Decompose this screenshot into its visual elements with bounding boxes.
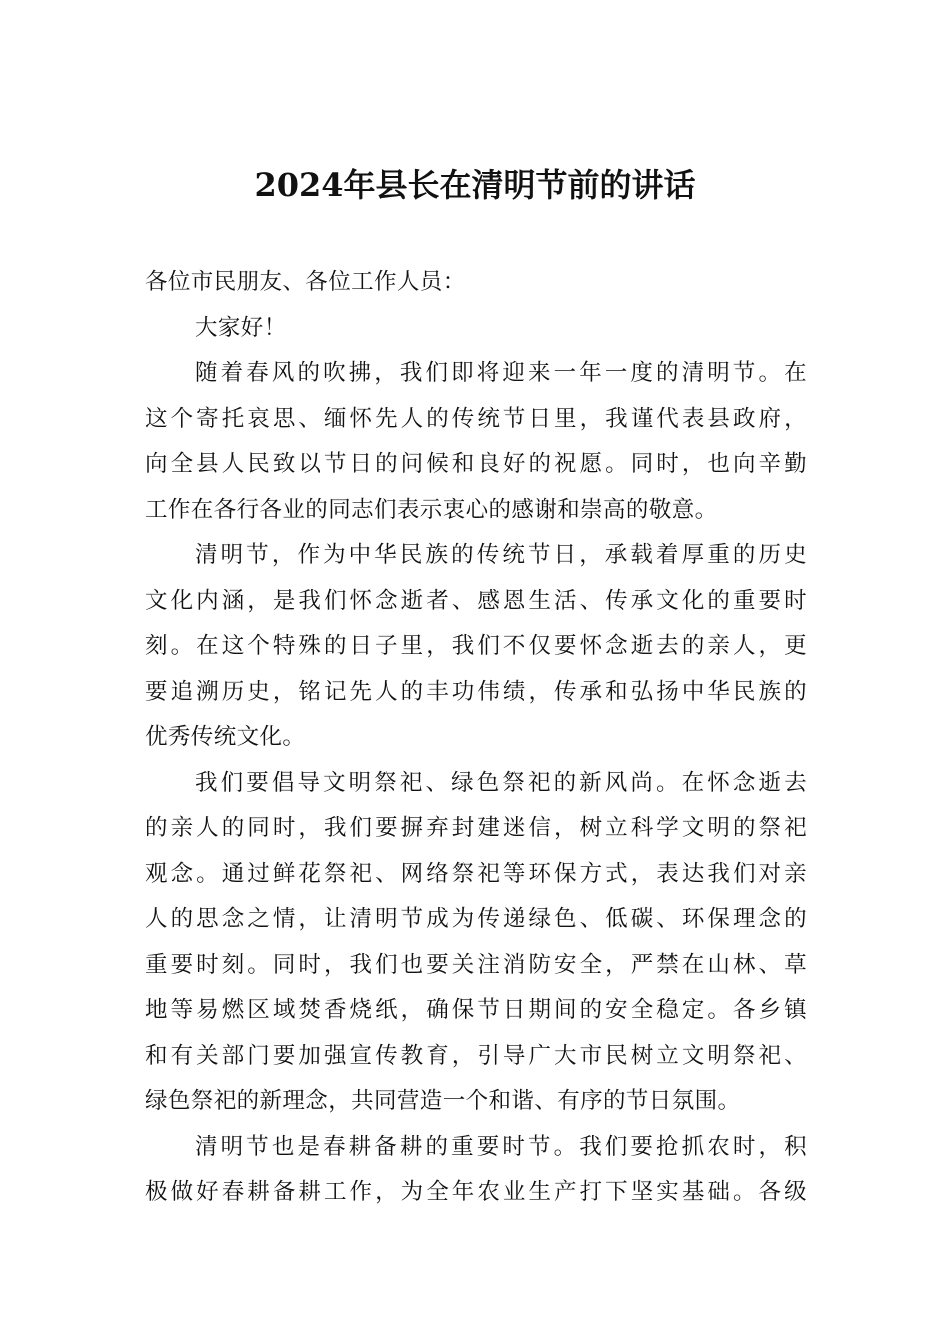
body-line: 这个寄托哀思、缅怀先人的传统节日里，我谨代表县政府， [145, 405, 807, 432]
body-line: 极做好春耕备耕工作，为全年农业生产打下坚实基础。各级 [145, 1179, 807, 1205]
body-line: 要追溯历史，铭记先人的丰功伟绩，传承和弘扬中华民族的 [145, 678, 807, 705]
body-line: 工作在各行各业的同志们表示衷心的感谢和崇高的敬意。 [145, 496, 718, 523]
body-line: 优秀传统文化。 [145, 724, 306, 750]
body-line: 重要时刻。同时，我们也要关注消防安全，严禁在山林、草 [145, 951, 807, 978]
body-line: 和有关部门要加强宣传教育，引导广大市民树立文明祭祀、 [145, 1042, 807, 1069]
document-body [145, 260, 807, 1216]
body-line: 各位市民朋友、各位工作人员： [145, 269, 466, 295]
body-line: 人的思念之情，让清明节成为传递绿色、低碳、环保理念的 [145, 906, 807, 932]
body-line: 绿色祭祀的新理念，共同营造一个和谐、有序的节日氛围。 [145, 1088, 741, 1114]
body-line: 大家好！ [195, 314, 287, 341]
body-line: 向全县人民致以节日的问候和良好的祝愿。同时，也向辛勤 [145, 451, 807, 477]
body-line: 观念。通过鲜花祭祀、网络祭祀等环保方式，表达我们对亲 [145, 860, 807, 887]
body-line: 文化内涵，是我们怀念逝者、感恩生活、传承文化的重要时 [145, 587, 807, 614]
body-line: 刻。在这个特殊的日子里，我们不仅要怀念逝去的亲人，更 [145, 633, 807, 659]
body-line: 地等易燃区域焚香烧纸，确保节日期间的安全稳定。各乡镇 [145, 997, 807, 1023]
body-line: 我们要倡导文明祭祀、绿色祭祀的新风尚。在怀念逝去 [195, 769, 807, 796]
body-line: 随着春风的吹拂，我们即将迎来一年一度的清明节。在 [195, 360, 807, 386]
body-line: 清明节，作为中华民族的传统节日，承载着厚重的历史 [195, 542, 807, 568]
body-line: 清明节也是春耕备耕的重要时节。我们要抢抓农时，积 [195, 1133, 807, 1160]
document-title: 2024年县长在清明节前的讲话 [254, 166, 696, 204]
body-line: 的亲人的同时，我们要摒弃封建迷信，树立科学文明的祭祀 [145, 815, 807, 841]
